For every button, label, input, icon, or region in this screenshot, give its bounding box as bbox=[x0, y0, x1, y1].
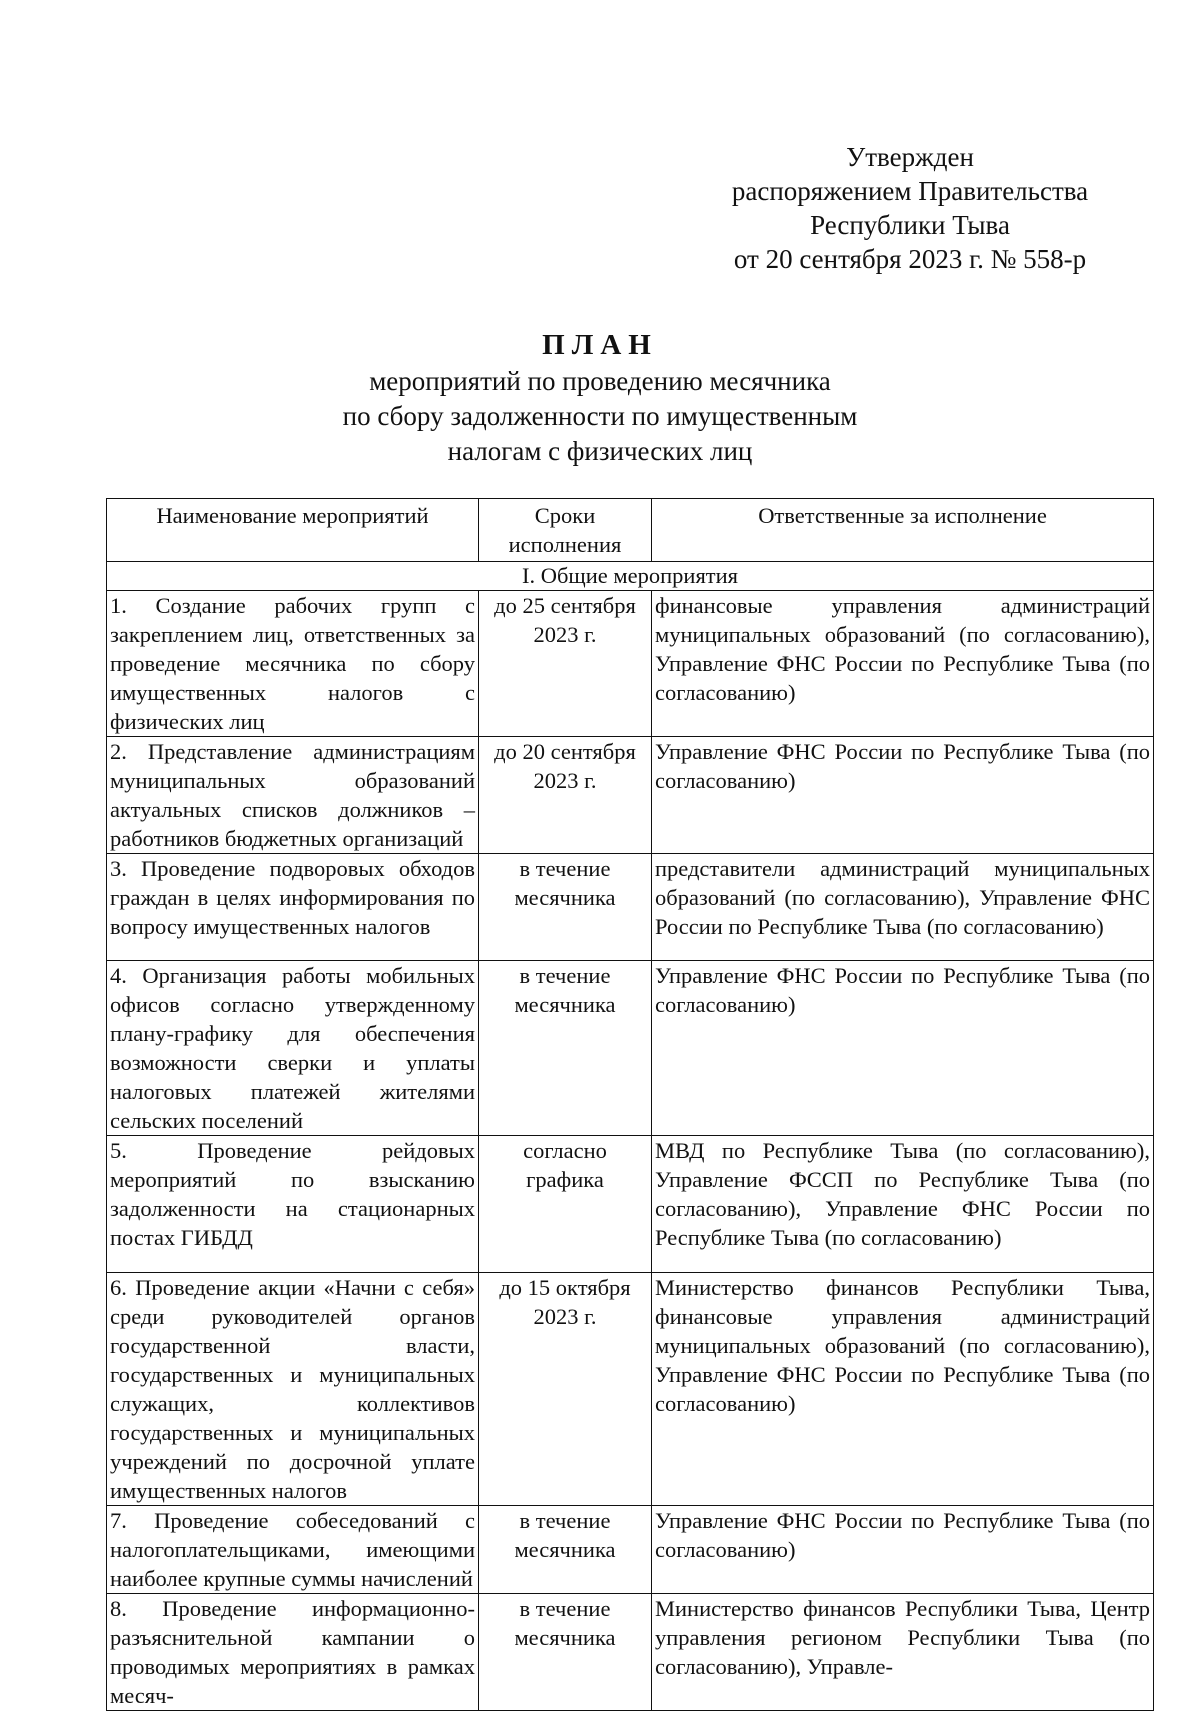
plan-table bbox=[106, 498, 1154, 1711]
row-1-responsible: финансовые управления администраций муниципальных образований (по согласованию), Управление ФНС России по Республике Тыва (по согласованию) bbox=[652, 591, 1154, 737]
row-1-activity: 1. Создание рабочих групп с закреплением лиц, ответственных за проведение месячника по сбору имущественных налогов с физических лиц bbox=[107, 591, 479, 737]
row-6-term: до 15 октября 2023 г. bbox=[479, 1273, 652, 1506]
row-3-activity: 3. Проведение подворовых обходов граждан в целях информирования по вопросу имущественных налогов bbox=[107, 854, 479, 961]
table-row bbox=[107, 854, 1154, 961]
row-5-activity: 5. Проведение рейдовых мероприятий по взысканию задолженности на стационарных постах ГИБДД bbox=[107, 1136, 479, 1273]
table-row bbox=[107, 1273, 1154, 1506]
table-row bbox=[107, 1506, 1154, 1594]
title-sub-3: налогам с физических лиц bbox=[447, 436, 753, 466]
row-6-activity: 6. Проведение акции «Начни с себя» среди руководителей органов государственной власти, государственных и муниципальных служащих, коллективов государственных и муниципальных учреждений по досрочной уплате имущественных налогов bbox=[107, 1273, 479, 1506]
row-8-responsible: Министерство финансов Республики Тыва, Центр управления регионом Республики Тыва (по согласованию), Управле- bbox=[652, 1594, 1154, 1711]
table-header-row bbox=[107, 499, 1154, 562]
header-term: Сроки исполнения bbox=[479, 499, 652, 562]
table-row bbox=[107, 1136, 1154, 1273]
document-title bbox=[250, 326, 950, 469]
row-3-responsible: представители администраций муниципальных образований (по согласованию), Управление ФНС России по Республике Тыва (по согласованию) bbox=[652, 854, 1154, 961]
row-2-responsible: Управление ФНС России по Республике Тыва (по согласованию) bbox=[652, 737, 1154, 854]
table-row bbox=[107, 737, 1154, 854]
approval-line-1: Утвержден bbox=[846, 142, 974, 172]
row-8-activity: 8. Проведение информационно-разъяснительной кампании о проводимых мероприятиях в рамках месяч- bbox=[107, 1594, 479, 1711]
header-activity: Наименование мероприятий bbox=[107, 499, 479, 562]
header-responsible: Ответственные за исполнение bbox=[652, 499, 1154, 562]
approval-line-4: от 20 сентября 2023 г. № 558-р bbox=[733, 244, 1087, 274]
title-main: ПЛАН bbox=[542, 329, 658, 361]
table-row bbox=[107, 591, 1154, 737]
title-sub-1: мероприятий по проведению месячника bbox=[369, 366, 831, 396]
row-7-term: в течение месячника bbox=[479, 1506, 652, 1594]
row-3-term: в течение месячника bbox=[479, 854, 652, 961]
approval-block bbox=[700, 140, 1120, 276]
row-7-activity: 7. Проведение собеседований с налогоплательщиками, имеющими наиболее крупные суммы начислений bbox=[107, 1506, 479, 1594]
row-1-term: до 25 сентября 2023 г. bbox=[479, 591, 652, 737]
row-7-responsible: Управление ФНС России по Республике Тыва (по согласованию) bbox=[652, 1506, 1154, 1594]
approval-line-2: распоряжением Правительства bbox=[731, 176, 1089, 206]
row-5-responsible: МВД по Республике Тыва (по согласованию), Управление ФССП по Республике Тыва (по согласованию), Управление ФНС России по Республике Тыва (по согласованию) bbox=[652, 1136, 1154, 1273]
row-4-activity: 4. Организация работы мобильных офисов согласно утвержденному плану-графику для обеспечения возможности сверки и уплаты налоговых платежей жителями сельских поселений bbox=[107, 961, 479, 1136]
approval-line-3: Республики Тыва bbox=[810, 210, 1010, 240]
row-6-responsible: Министерство финансов Республики Тыва, финансовые управления администраций муниципальных образований (по согласованию), Управление ФНС России по Республике Тыва (по согласованию) bbox=[652, 1273, 1154, 1506]
table-row bbox=[107, 961, 1154, 1136]
row-4-term: в течение месячника bbox=[479, 961, 652, 1136]
section-title: I. Общие мероприятия bbox=[107, 562, 1154, 591]
row-8-term: в течение месячника bbox=[479, 1594, 652, 1711]
row-2-term: до 20 сентября 2023 г. bbox=[479, 737, 652, 854]
row-5-term: согласно графика bbox=[479, 1136, 652, 1273]
row-4-responsible: Управление ФНС России по Республике Тыва (по согласованию) bbox=[652, 961, 1154, 1136]
row-2-activity: 2. Представление администрациям муниципальных образований актуальных списков должников – работников бюджетных организаций bbox=[107, 737, 479, 854]
table-row bbox=[107, 1594, 1154, 1711]
title-sub-2: по сбору задолженности по имущественным bbox=[342, 401, 858, 431]
section-row bbox=[107, 562, 1154, 591]
